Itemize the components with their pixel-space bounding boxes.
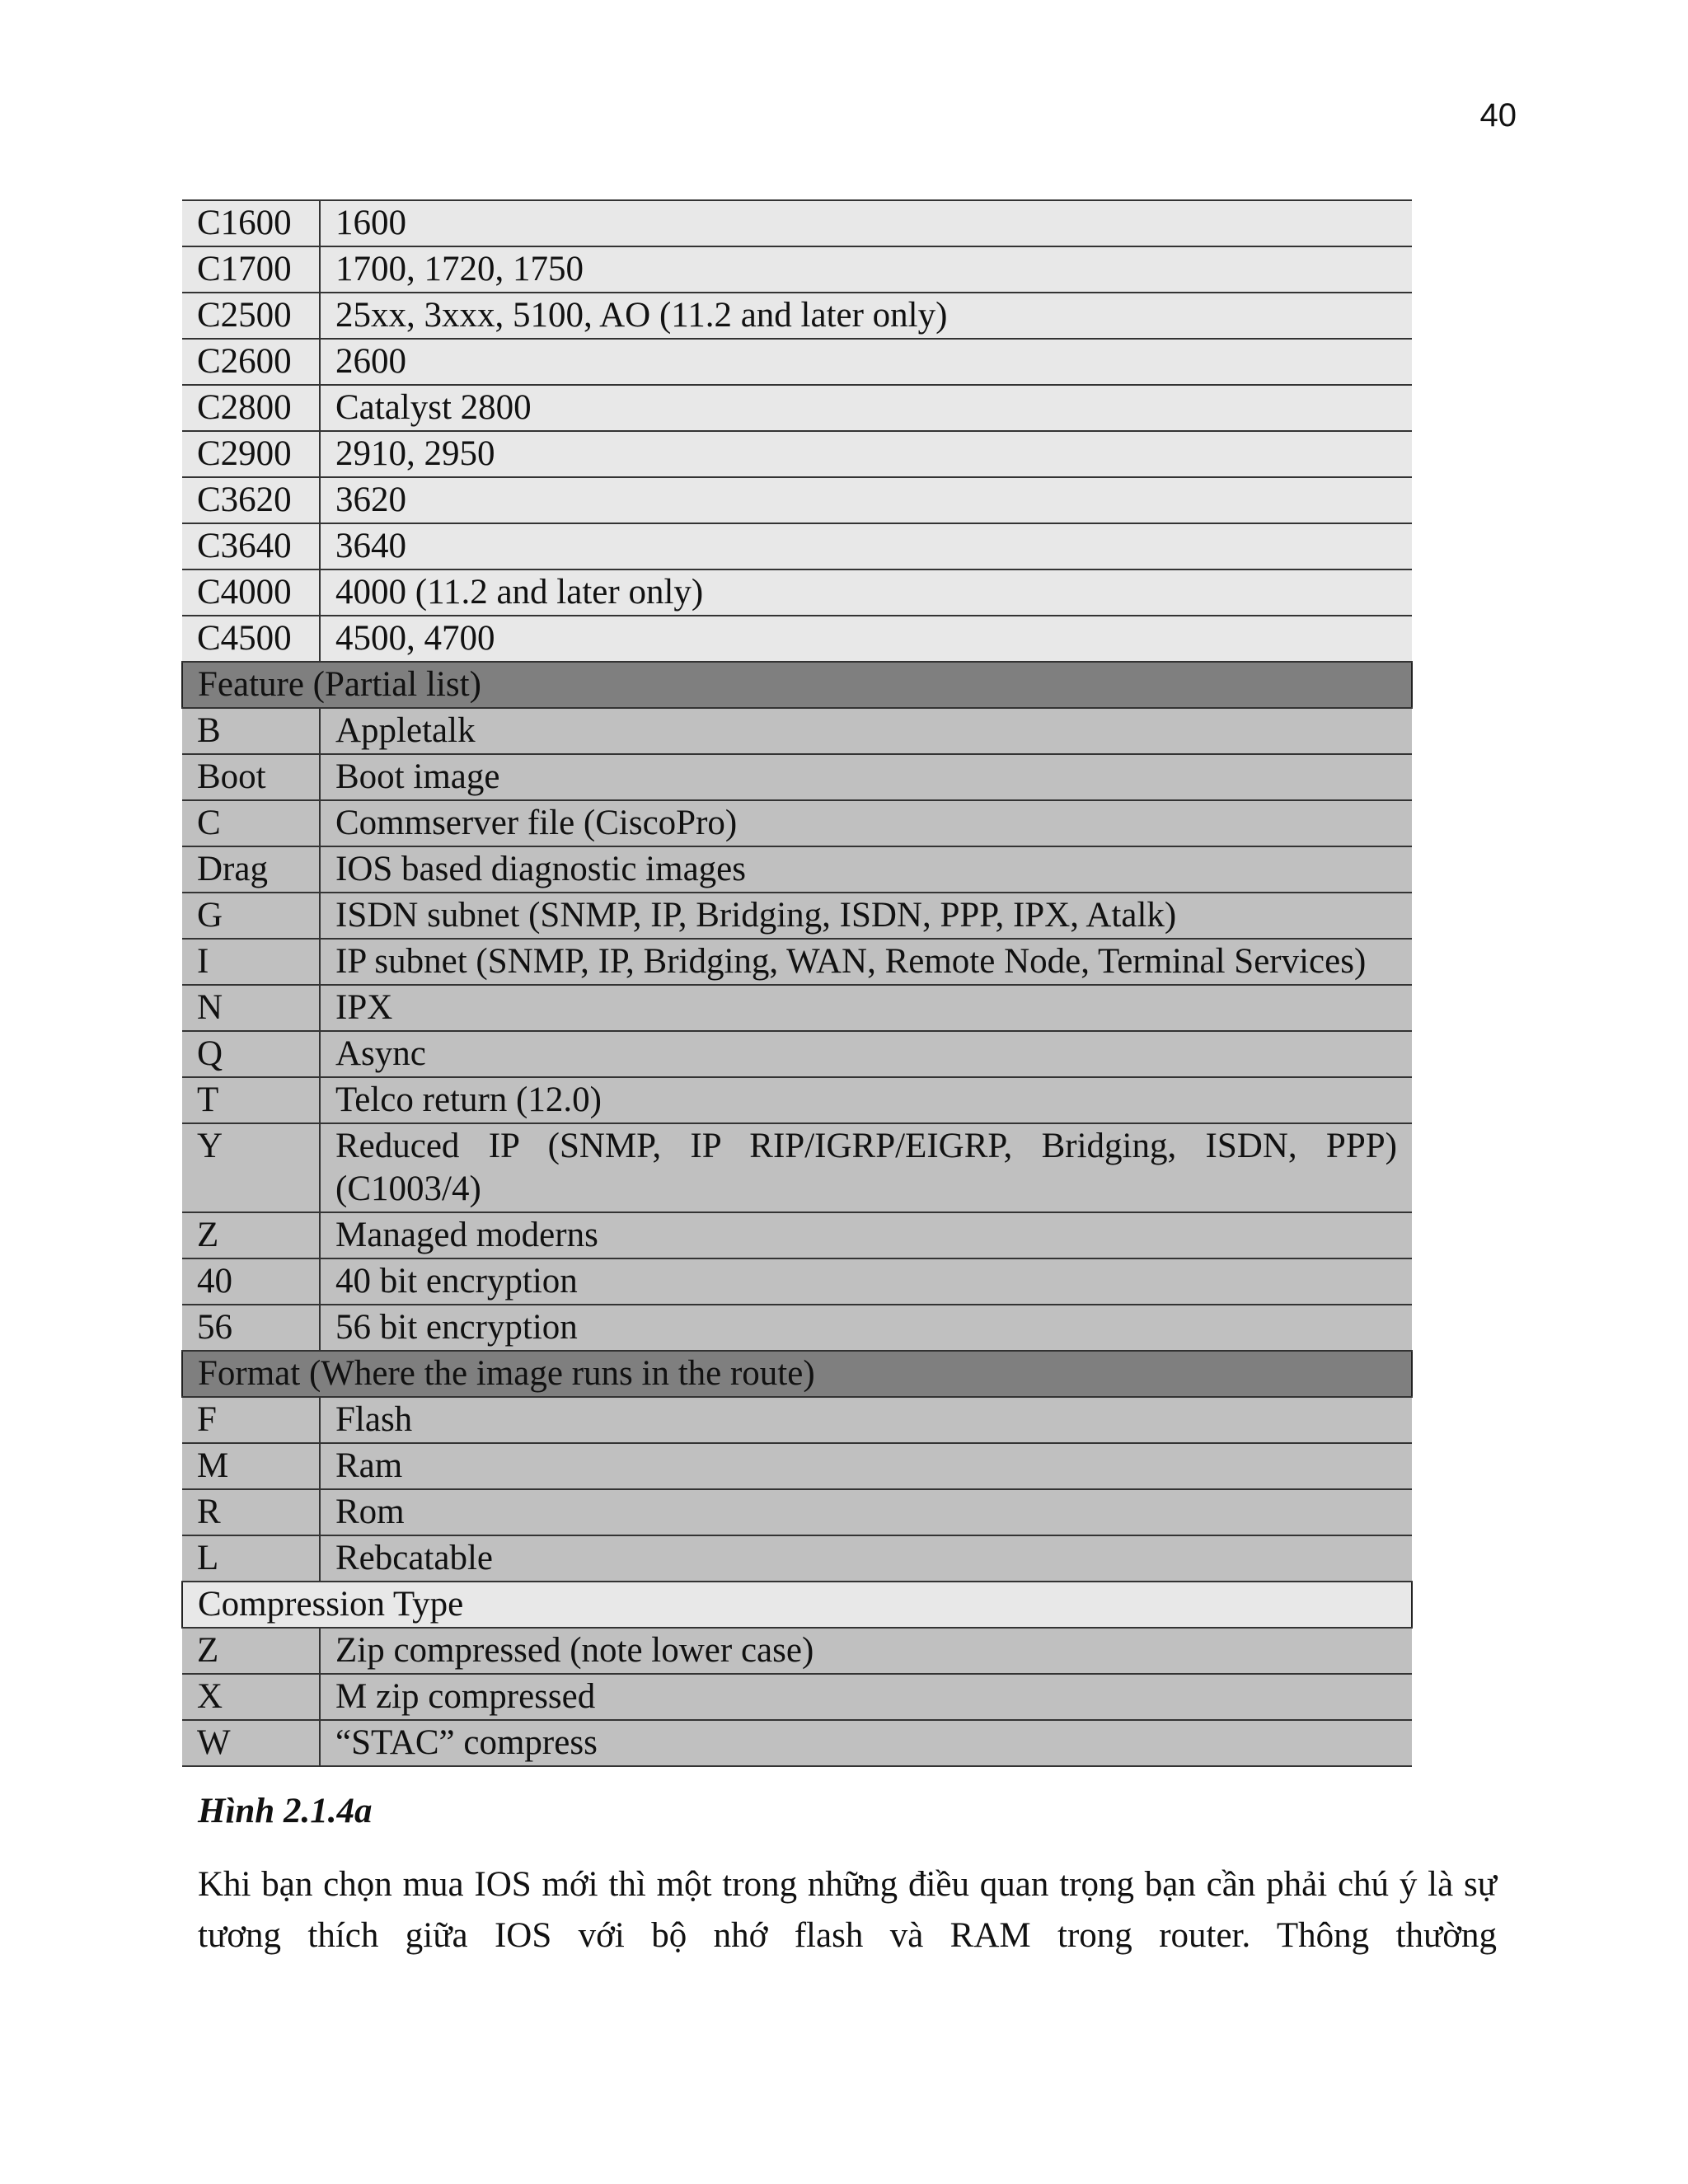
description-cell: “STAC” compress: [320, 1720, 1412, 1766]
table-row: [182, 1443, 1412, 1489]
code-cell: Boot: [182, 754, 320, 800]
section-header-row: [182, 1582, 1412, 1628]
code-cell: X: [182, 1674, 320, 1720]
table-row: [182, 800, 1412, 846]
table-row: [182, 939, 1412, 985]
table-row: [182, 1305, 1412, 1351]
description-cell: IP subnet (SNMP, IP, Bridging, WAN, Remote Node, Terminal Services): [320, 939, 1412, 985]
table-row: [182, 846, 1412, 893]
code-cell: 56: [182, 1305, 320, 1351]
description-cell: 4500, 4700: [320, 616, 1412, 662]
table-row: [182, 385, 1412, 431]
section-header: Compression Type: [182, 1582, 1412, 1628]
figure-caption: Hình 2.1.4a: [198, 1792, 373, 1830]
description-cell: 4000 (11.2 and later only): [320, 569, 1412, 616]
table-row: [182, 1397, 1412, 1443]
code-cell: L: [182, 1535, 320, 1582]
table-row: [182, 893, 1412, 939]
description-cell: Ram: [320, 1443, 1412, 1489]
code-cell: C3620: [182, 477, 320, 523]
code-cell: C3640: [182, 523, 320, 569]
description-cell: Flash: [320, 1397, 1412, 1443]
code-cell: C4000: [182, 569, 320, 616]
code-cell: W: [182, 1720, 320, 1766]
table-row: [182, 431, 1412, 477]
code-cell: N: [182, 985, 320, 1031]
code-cell: Q: [182, 1031, 320, 1077]
description-cell: Rebcatable: [320, 1535, 1412, 1582]
table-row: [182, 754, 1412, 800]
code-cell: F: [182, 1397, 320, 1443]
table-row: [182, 293, 1412, 339]
description-cell: Commserver file (CiscoPro): [320, 800, 1412, 846]
table-row: [182, 200, 1412, 246]
body-paragraph: Khi bạn chọn mua IOS mới thì một trong những điều quan trọng bạn cần phải chú ý là sự tương thích giữa IOS với bộ nhớ flash và RAM trong router. Thông thường: [198, 1865, 1497, 1955]
description-cell: 3640: [320, 523, 1412, 569]
table-row: [182, 569, 1412, 616]
description-cell: 1700, 1720, 1750: [320, 246, 1412, 293]
table-row: [182, 1258, 1412, 1305]
code-cell: I: [182, 939, 320, 985]
table-row: [182, 1031, 1412, 1077]
page-number: 40: [1479, 97, 1517, 134]
code-cell: C2800: [182, 385, 320, 431]
description-cell: Zip compressed (note lower case): [320, 1628, 1412, 1674]
section-header: Format (Where the image runs in the route): [182, 1351, 1412, 1397]
description-cell: Async: [320, 1031, 1412, 1077]
table-row: [182, 339, 1412, 385]
table-row: [182, 616, 1412, 662]
table-row: [182, 523, 1412, 569]
description-cell: Managed moderns: [320, 1212, 1412, 1258]
description-cell: M zip compressed: [320, 1674, 1412, 1720]
ios-naming-table-body: [182, 200, 1412, 1766]
table-row: [182, 1489, 1412, 1535]
description-cell: 1600: [320, 200, 1412, 246]
description-cell: 2910, 2950: [320, 431, 1412, 477]
description-cell: 25xx, 3xxx, 5100, AO (11.2 and later only): [320, 293, 1412, 339]
description-cell: Rom: [320, 1489, 1412, 1535]
code-cell: R: [182, 1489, 320, 1535]
description-cell: Boot image: [320, 754, 1412, 800]
description-cell: IOS based diagnostic images: [320, 846, 1412, 893]
description-cell: Telco return (12.0): [320, 1077, 1412, 1123]
description-cell: 56 bit encryption: [320, 1305, 1412, 1351]
table-row: [182, 708, 1412, 754]
code-cell: Y: [182, 1123, 320, 1212]
code-cell: T: [182, 1077, 320, 1123]
table-row: [182, 1628, 1412, 1674]
code-cell: C1600: [182, 200, 320, 246]
section-header-row: [182, 1351, 1412, 1397]
code-cell: Z: [182, 1628, 320, 1674]
code-cell: C1700: [182, 246, 320, 293]
description-cell: 40 bit encryption: [320, 1258, 1412, 1305]
table-row: [182, 1674, 1412, 1720]
description-cell: 3620: [320, 477, 1412, 523]
table-row: [182, 246, 1412, 293]
table-row: [182, 477, 1412, 523]
code-cell: G: [182, 893, 320, 939]
table-row: [182, 985, 1412, 1031]
code-cell: Z: [182, 1212, 320, 1258]
section-header: Feature (Partial list): [182, 662, 1412, 708]
code-cell: B: [182, 708, 320, 754]
table-row: [182, 1535, 1412, 1582]
description-cell: 2600: [320, 339, 1412, 385]
description-cell: Catalyst 2800: [320, 385, 1412, 431]
ios-naming-table: [181, 199, 1413, 1767]
code-cell: C2600: [182, 339, 320, 385]
code-cell: C4500: [182, 616, 320, 662]
section-header-row: [182, 662, 1412, 708]
description-cell: IPX: [320, 985, 1412, 1031]
description-cell: Appletalk: [320, 708, 1412, 754]
description-cell: Reduced IP (SNMP, IP RIP/IGRP/EIGRP, Bridging, ISDN, PPP) (C1003/4): [320, 1123, 1412, 1212]
code-cell: C2900: [182, 431, 320, 477]
description-cell: ISDN subnet (SNMP, IP, Bridging, ISDN, PPP, IPX, Atalk): [320, 893, 1412, 939]
table-row: [182, 1123, 1412, 1212]
code-cell: 40: [182, 1258, 320, 1305]
code-cell: C2500: [182, 293, 320, 339]
table-row: [182, 1720, 1412, 1766]
code-cell: C: [182, 800, 320, 846]
table-row: [182, 1212, 1412, 1258]
code-cell: M: [182, 1443, 320, 1489]
code-cell: Drag: [182, 846, 320, 893]
table-row: [182, 1077, 1412, 1123]
